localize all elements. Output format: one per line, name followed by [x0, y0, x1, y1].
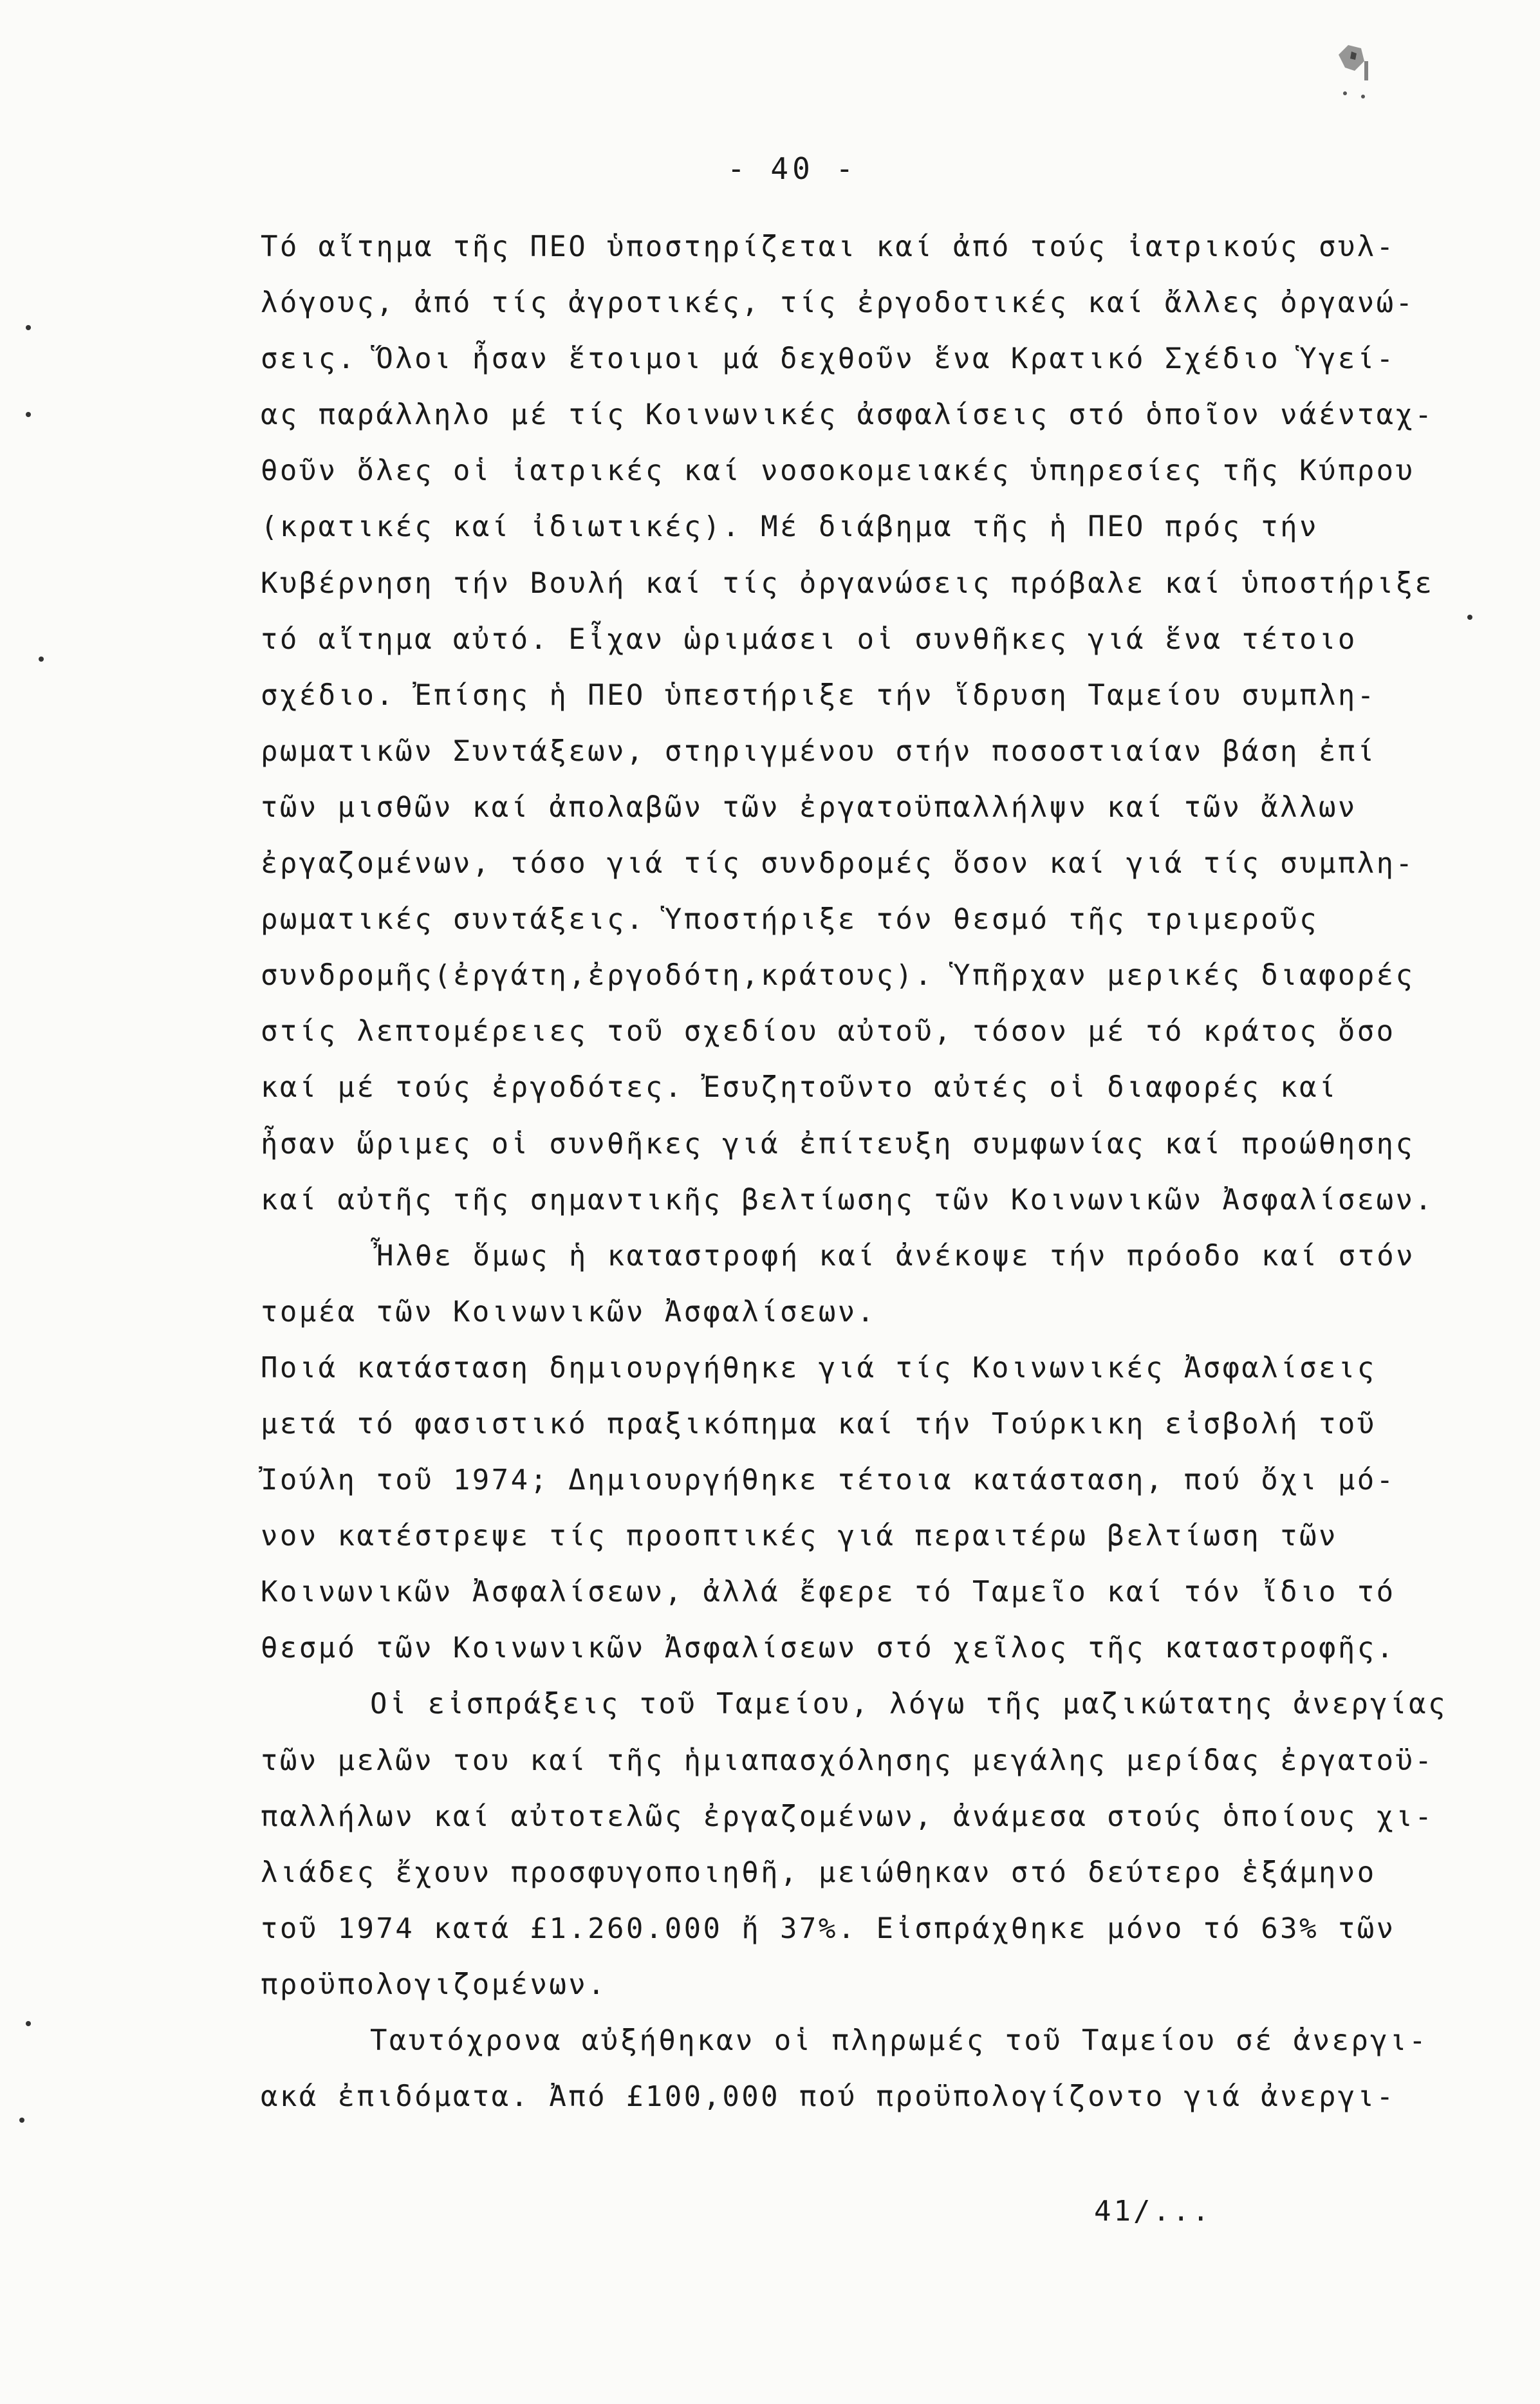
text-line: ας παράλληλο μέ τίς Κοινωνικές ἀσφαλίσεις στό ὁποῖον νάένταχ- [261, 398, 1434, 432]
margin-mark [39, 657, 44, 662]
text-line-paragraph-start: Ποιά κατάσταση δημιουργήθηκε γιά τίς Κοινωνικές Ἀσφαλίσεις [261, 1351, 1377, 1384]
continuation-marker: 41/... [1094, 2195, 1212, 2228]
text-line: λιάδες ἔχουν προσφυγοποιηθῆ, μειώθηκαν στό δεύτερο ἑξάμηνο [261, 1856, 1377, 1889]
document-body [261, 219, 1483, 2125]
text-line: σχέδιο. Ἐπίσης ἡ ΠΕΟ ὑπεστήριξε τήν ἵδρυση Ταμείου συμπλη- [261, 678, 1377, 712]
page-number: - 40 - [727, 151, 858, 186]
text-line-paragraph-start: Ἦλθε ὅμως ἡ καταστροφή καί ἀνέκοψε τήν πρόοδο καί στόν [376, 1239, 1416, 1272]
text-line: ρωματικῶν Συντάξεων, στηριγμένου στήν ποσοστιαίαν βάση ἐπί [261, 734, 1377, 768]
text-line: σεις. Ὅλοι ἦσαν ἕτοιμοι μά δεχθοῦν ἕνα Κρατικό Σχέδιο Ὑγεί- [261, 342, 1396, 376]
text-line: Ἰούλη τοῦ 1974; Δημιουργήθηκε τέτοια κατάσταση, πού ὄχι μό- [261, 1464, 1396, 1497]
text-line: τῶν μελῶν του καί τῆς ἡμιαπασχόλησης μεγάλης μερίδας ἐργατοϋ- [261, 1744, 1434, 1777]
text-line: προϋπολογιζομένων. [261, 1968, 608, 2001]
margin-mark [19, 2118, 24, 2123]
text-line: νον κατέστρεψε τίς προοπτικές γιά περαιτέρω βελτίωση τῶν [261, 1520, 1338, 1553]
text-line: τῶν μισθῶν καί ἀπολαβῶν τῶν ἐργατοϋπαλλήλψν καί τῶν ἄλλων [261, 790, 1357, 824]
text-line: ρωματικές συντάξεις. Ὑποστήριξε τόν θεσμό τῆς τριμεροῦς [261, 903, 1319, 936]
text-line: λόγους, ἀπό τίς ἀγροτικές, τίς ἐργοδοτικές καί ἄλλες ὀργανώ- [261, 286, 1415, 320]
text-line: Κυβέρνηση τήν Βουλή καί τίς ὀργανώσεις πρόβαλε καί ὑποστήριξε [261, 566, 1434, 600]
text-line: τοῦ 1974 κατά £1.260.000 ἤ 37%. Εἰσπράχθηκε μόνο τό 63% τῶν [261, 1912, 1396, 1945]
margin-mark [1467, 615, 1472, 620]
text-line: τομέα τῶν Κοινωνικῶν Ἀσφαλίσεων. [261, 1295, 877, 1328]
text-line-paragraph-start: Οἱ εἰσπράξεις τοῦ Ταμείου, λόγω τῆς μαζικώτατης ἀνεργίας [370, 1688, 1447, 1721]
text-line: καί αὐτῆς τῆς σημαντικῆς βελτίωσης τῶν Κοινωνικῶν Ἀσφαλίσεων. [261, 1183, 1434, 1216]
margin-mark [26, 2021, 31, 2026]
margin-mark [26, 412, 31, 417]
text-line-paragraph-start: Ταυτόχρονα αὐξήθηκαν οἱ πληρωμές τοῦ Ταμείου σέ ἀνεργι- [370, 2024, 1428, 2057]
archive-stamp-mark [1326, 35, 1384, 106]
text-line: ακά ἐπιδόματα. Ἀπό £100,000 πού προϋπολογίζοντο γιά ἀνεργι- [261, 2080, 1396, 2114]
text-line: ἦσαν ὥριμες οἱ συνθῆκες γιά ἐπίτευξη συμφωνίας καί προώθησης [261, 1127, 1415, 1160]
text-line: θοῦν ὅλες οἱ ἰατρικές καί νοσοκομειακές ὑπηρεσίες τῆς Κύπρου [261, 454, 1415, 488]
text-line: παλλήλων καί αὐτοτελῶς ἐργαζομένων, ἀνάμεσα στούς ὁποίους χι- [261, 1800, 1434, 1833]
text-line: (κρατικές καί ἰδιωτικές). Μέ διάβημα τῆς ἡ ΠΕΟ πρός τήν [261, 510, 1319, 544]
text-line: μετά τό φασιστικό πραξικόπημα καί τήν Τούρκικη εἰσβολή τοῦ [261, 1407, 1377, 1440]
text-line: στίς λεπτομέρειες τοῦ σχεδίου αὐτοῦ, τόσον μέ τό κράτος ὅσο [261, 1015, 1396, 1048]
text-line: καί μέ τούς ἐργοδότες. Ἐσυζητοῦντο αὐτές οἱ διαφορές καί [261, 1071, 1338, 1104]
text-line: συνδρομῆς(ἐργάτη,ἐργοδότη,κράτους). Ὑπῆρχαν μερικές διαφορές [261, 959, 1415, 992]
text-line: ἐργαζομένων, τόσο γιά τίς συνδρομές ὅσον καί γιά τίς συμπλη- [261, 847, 1415, 881]
text-line: θεσμό τῶν Κοινωνικῶν Ἀσφαλίσεων στό χεῖλος τῆς καταστροφῆς. [261, 1632, 1396, 1665]
text-line: Κοινωνικῶν Ἀσφαλίσεων, ἀλλά ἔφερε τό Ταμεῖο καί τόν ἴδιο τό [261, 1576, 1396, 1609]
margin-mark [26, 325, 31, 330]
text-line: Τό αἴτημα τῆς ΠΕΟ ὑποστηρίζεται καί ἀπό τούς ἰατρικούς συλ- [261, 230, 1396, 263]
text-line: τό αἴτημα αὐτό. Εἶχαν ὡριμάσει οἱ συνθῆκες γιά ἕνα τέτοιο [261, 622, 1357, 656]
